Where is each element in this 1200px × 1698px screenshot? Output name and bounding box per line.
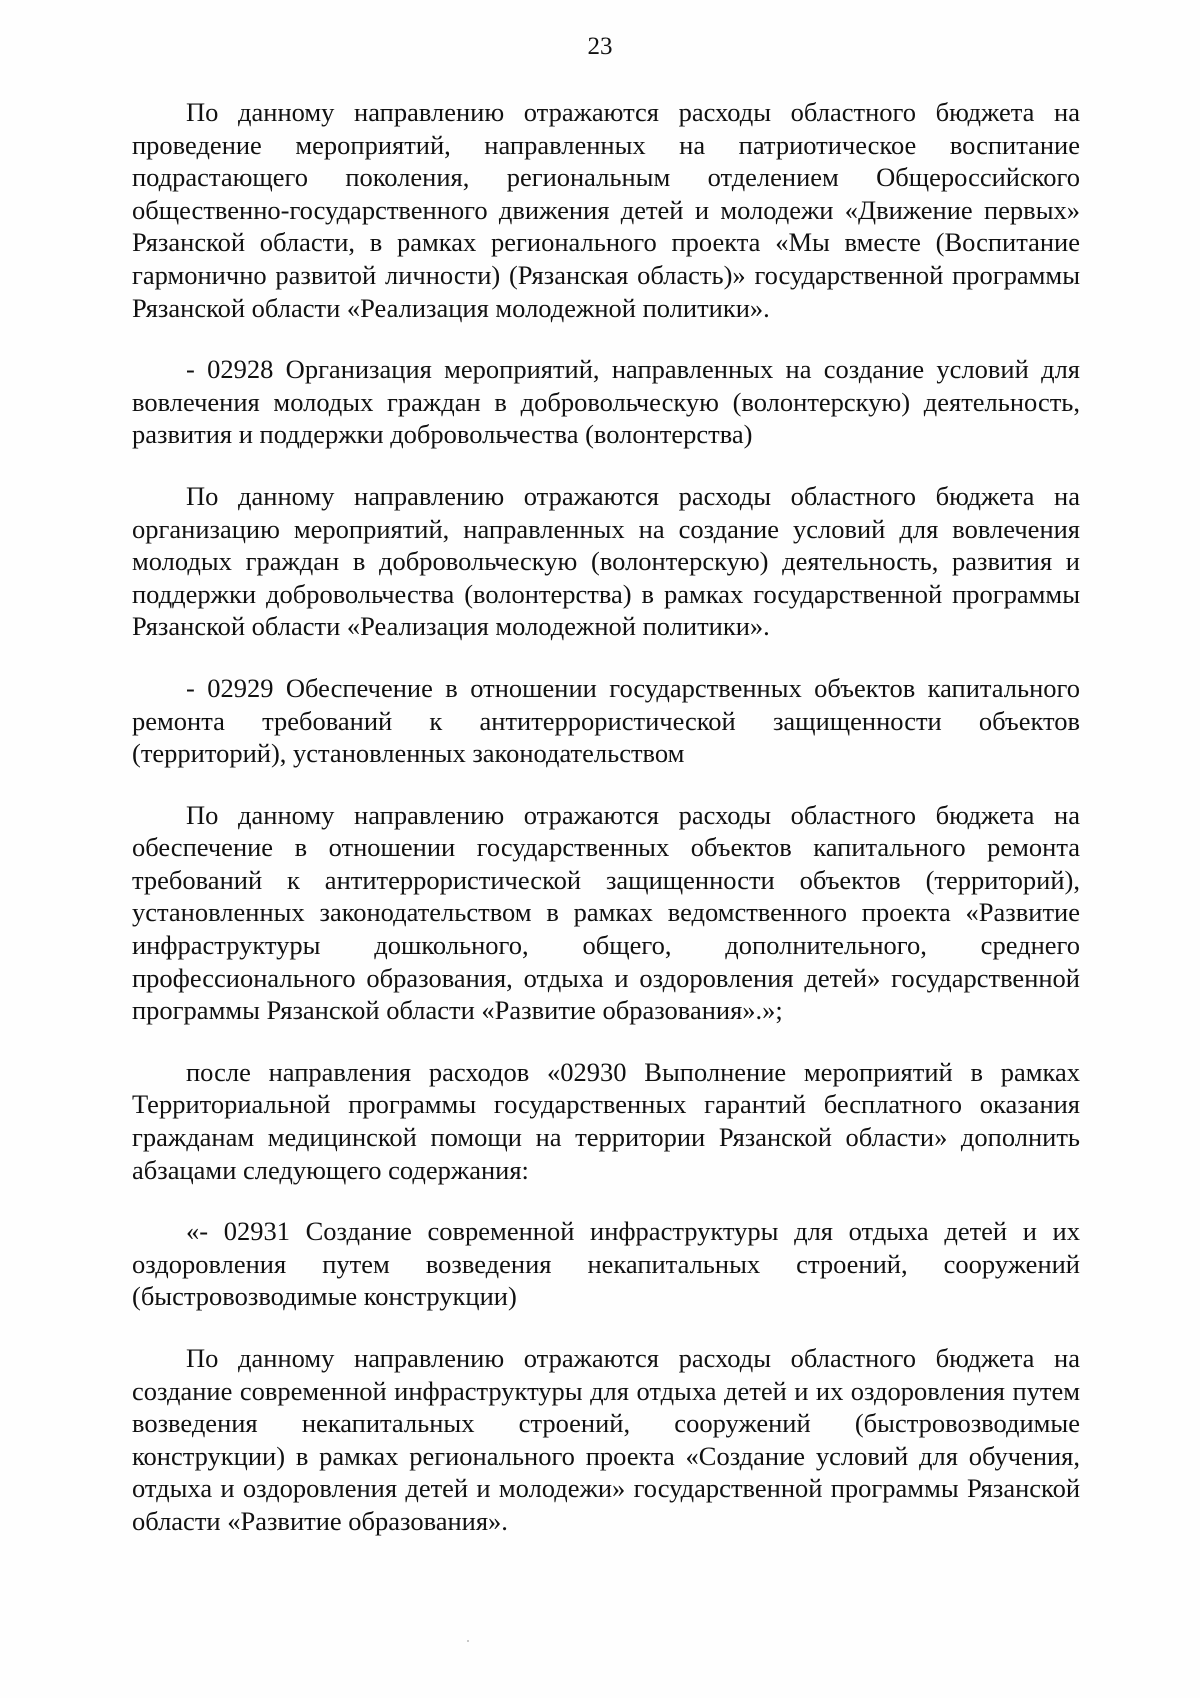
- paragraph-antiterror-protection: По данному направлению отражаются расходы областного бюджета на обеспечение в отношении государственных объектов капитального ремонта требований к антитеррористической защищенности объектов (территорий), установленных законодательством в рамках ведомственного проекта «Развитие инфраструктуры дошкольного, общего, дополнительного, среднего профессионального образования, отдыха и оздоровления детей» государственной программы Рязанской области «Развитие образования».»;: [132, 799, 1080, 1026]
- item-02931-heading: «- 02931 Создание современной инфраструктуры для отдыха детей и их оздоровления путем возведения некапитальных строений, сооружений (быстровозводимые конструкции): [132, 1216, 1080, 1312]
- scan-artifact: [467, 1640, 469, 1642]
- item-02929-heading: - 02929 Обеспечение в отношении государственных объектов капитального ремонта требований к антитеррористической защищенности объектов (территорий), установленных законодательством: [132, 672, 1080, 769]
- item-02928-heading: - 02928 Организация мероприятий, направленных на создание условий для вовлечения молодых граждан в добровольческую (волонтерскую) деятельность, развития и поддержки добровольчества (волонтерства): [132, 354, 1080, 450]
- document-body: [132, 96, 1080, 1538]
- paragraph-patriotic-education: По данному направлению отражаются расходы областного бюджета на проведение мероприятий, направленных на патриотическое воспитание подрастающего поколения, региональным отделением Общероссийского общественно-государственного движения детей и молодежи «Движение первых» Рязанской области, в рамках регионального проекта «Мы вместе (Воспитание гармонично развитой личности) (Рязанская область)» государственной программы Рязанской области «Реализация молодежной политики».: [132, 97, 1080, 323]
- paragraph-volunteering: По данному направлению отражаются расходы областного бюджета на организацию мероприятий, направленных на создание условий для вовлечения молодых граждан в добровольческую (волонтерскую) деятельность, развития и поддержки добровольчества (волонтерства) в рамках государственной программы Рязанской области «Реализация молодежной политики».: [132, 480, 1080, 642]
- paragraph-amendment-instruction: после направления расходов «02930 Выполнение мероприятий в рамках Территориальной программы государственных гарантий бесплатного оказания гражданам медицинской помощи на территории Рязанской области» дополнить абзацами следующего содержания:: [132, 1056, 1080, 1185]
- paragraph-children-infrastructure: По данному направлению отражаются расходы областного бюджета на создание современной инфраструктуры для отдыха детей и их оздоровления путем возведения некапитальных строений, сооружений (быстровозводимые конструкции) в рамках регионального проекта «Создание условий для обучения, отдыха и оздоровления детей и молодежи» государственной программы Рязанской области «Развитие образования».: [132, 1343, 1080, 1536]
- page-number: 23: [587, 33, 613, 60]
